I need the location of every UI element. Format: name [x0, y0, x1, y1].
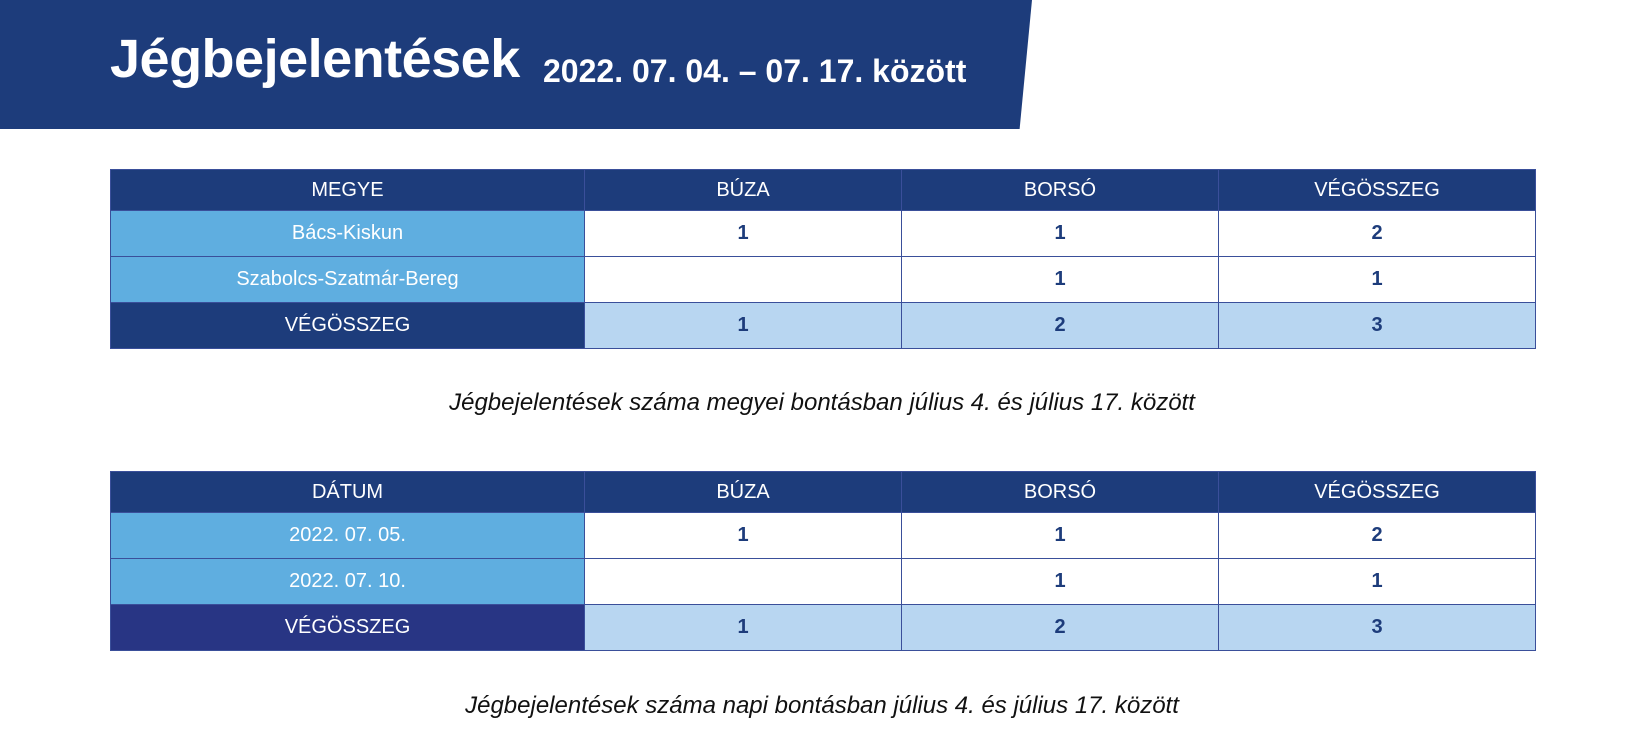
date-table	[110, 471, 1536, 651]
peas-cell: 1	[902, 559, 1219, 605]
date-range: 2022. 07. 04. – 07. 17. között	[543, 53, 967, 89]
table-header-row	[111, 170, 1536, 211]
table-row	[111, 211, 1536, 257]
county-table	[110, 169, 1536, 349]
wheat-cell: 1	[585, 211, 902, 257]
wheat-total-cell: 1	[585, 605, 902, 651]
total-row	[111, 605, 1536, 651]
wheat-cell: 1	[585, 513, 902, 559]
row-label: 2022. 07. 10.	[111, 559, 585, 605]
total-cell: 1	[1219, 257, 1536, 303]
table-header-row	[111, 472, 1536, 513]
total-cell: 2	[1219, 513, 1536, 559]
page-title: Jégbejelentések	[110, 29, 520, 89]
date-table-caption: Jégbejelentések száma napi bontásban július 4. és július 17. között	[465, 692, 1179, 719]
total-row-label: VÉGÖSSZEG	[111, 303, 585, 349]
table-row	[111, 257, 1536, 303]
peas-cell: 1	[902, 513, 1219, 559]
column-header-peas: BORSÓ	[902, 170, 1219, 211]
peas-cell: 1	[902, 257, 1219, 303]
total-cell: 2	[1219, 211, 1536, 257]
county-table-caption: Jégbejelentések száma megyei bontásban július 4. és július 17. között	[449, 389, 1195, 416]
row-label: Szabolcs-Szatmár-Bereg	[111, 257, 585, 303]
peas-total-cell: 2	[902, 303, 1219, 349]
table-row	[111, 559, 1536, 605]
wheat-cell	[585, 559, 902, 605]
table-row	[111, 513, 1536, 559]
column-header-peas: BORSÓ	[902, 472, 1219, 513]
total-row	[111, 303, 1536, 349]
column-header-date: DÁTUM	[111, 472, 585, 513]
row-label: Bács-Kiskun	[111, 211, 585, 257]
column-header-total: VÉGÖSSZEG	[1219, 472, 1536, 513]
peas-cell: 1	[902, 211, 1219, 257]
peas-total-cell: 2	[902, 605, 1219, 651]
wheat-cell	[585, 257, 902, 303]
wheat-total-cell: 1	[585, 303, 902, 349]
column-header-wheat: BÚZA	[585, 472, 902, 513]
column-header-total: VÉGÖSSZEG	[1219, 170, 1536, 211]
total-row-label: VÉGÖSSZEG	[111, 605, 585, 651]
row-label: 2022. 07. 05.	[111, 513, 585, 559]
grand-total-cell: 3	[1219, 605, 1536, 651]
column-header-county: MEGYE	[111, 170, 585, 211]
column-header-wheat: BÚZA	[585, 170, 902, 211]
total-cell: 1	[1219, 559, 1536, 605]
grand-total-cell: 3	[1219, 303, 1536, 349]
